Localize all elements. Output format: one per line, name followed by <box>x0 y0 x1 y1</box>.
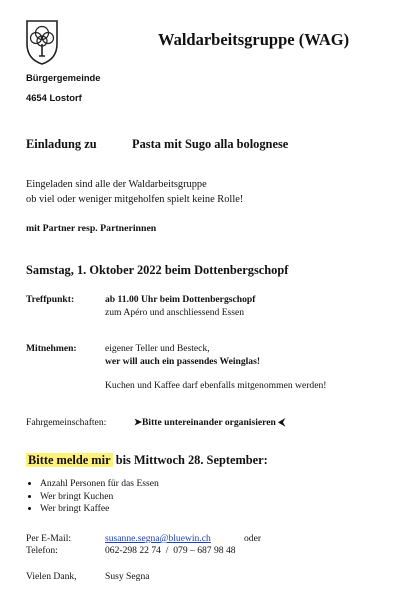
or-word: oder <box>244 533 262 544</box>
list-item: • Wer bringt Kaffee <box>40 503 159 516</box>
community-name: Bürgergemeinde <box>26 72 101 83</box>
carpool-text: ➤Bitte untereinander organisieren ⮜ <box>134 417 286 428</box>
meeting-label: Treffpunkt: <box>26 294 75 305</box>
registration-highlight: Bitte melde mir <box>28 453 111 467</box>
phone-numbers: 062-298 22 74 / 079 – 687 98 48 <box>105 545 236 556</box>
event-date-heading: Samstag, 1. Oktober 2022 beim Dottenbergschopf <box>26 263 289 277</box>
bring-line-1: eigener Teller und Besteck, <box>105 343 210 354</box>
community-postcode: 4654 Lostorf <box>26 92 82 103</box>
registration-list <box>26 478 159 516</box>
registration-heading <box>26 453 268 468</box>
meeting-line-1: ab 11.00 Uhr beim Dottenbergschopf <box>105 294 256 305</box>
invitation-label: Einladung zu <box>26 137 97 151</box>
thanks-text: Vielen Dank, <box>26 571 77 582</box>
email-label: Per E-Mail: <box>26 533 72 544</box>
coat-of-arms-tree-icon <box>24 18 60 66</box>
registration-deadline: bis Mittwoch 28. September: <box>115 453 268 467</box>
intro-line-1: Eingeladen sind alle der Waldarbeitsgruppe <box>26 179 207 190</box>
phone-label: Telefon: <box>26 545 58 556</box>
carpool-label: Fahrgemeinschaften: <box>26 417 107 428</box>
bring-line-3: Kuchen und Kaffee darf ebenfalls mitgenommen werden! <box>105 380 327 391</box>
intro-line-2: ob viel oder weniger mitgeholfen spielt keine Rolle! <box>26 194 244 205</box>
bring-label: Mitnehmen: <box>26 343 77 354</box>
list-item: • Wer bringt Kuchen <box>40 491 159 504</box>
list-item: • Anzahl Personen für das Essen <box>40 478 159 491</box>
bring-line-2: wer will auch ein passendes Weinglas! <box>105 356 261 367</box>
partners-note: mit Partner resp. Partnerinnen <box>26 223 157 234</box>
invitation-dish: Pasta mit Sugo alla bolognese <box>132 137 289 151</box>
meeting-line-2: zum Apéro und anschliessend Essen <box>105 307 245 318</box>
email-link[interactable]: susanne.segna@bluewin.ch <box>105 533 211 544</box>
org-title: Waldarbeitsgruppe (WAG) <box>158 30 350 49</box>
signer-name: Susy Segna <box>105 571 150 582</box>
